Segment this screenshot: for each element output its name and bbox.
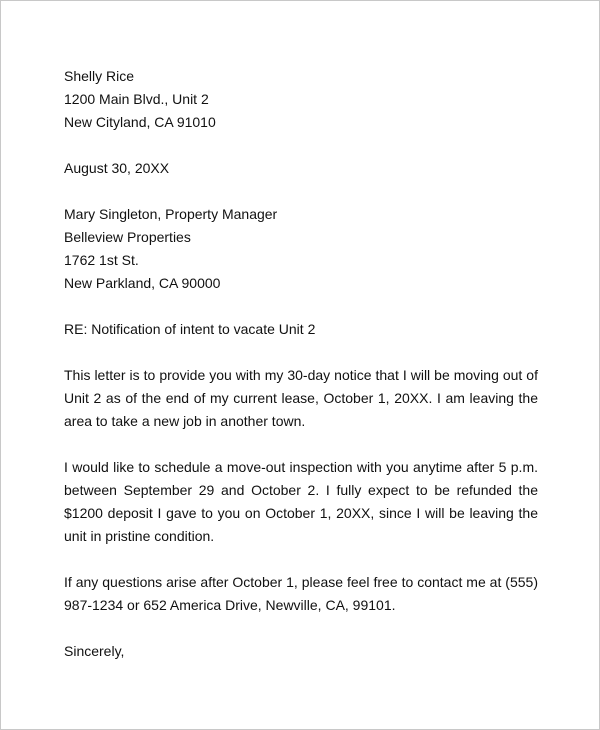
body-paragraph-1: This letter is to provide you with my 30-day notice that I will be moving out of Unit 2 as of the end of my current lease, October 1, 20XX. I am leaving the area to take a new job in another town.: [64, 367, 538, 429]
recipient-company: Belleview Properties: [64, 229, 191, 245]
body-paragraph-2: I would like to schedule a move-out inspection with you anytime after 5 p.m. between September 29 and October 2. I fully expect to be refunded the $1200 deposit I gave to you on October 1, 20XX, since I will be leaving the unit in pristine condition.: [64, 459, 538, 544]
sender-city-line: New Cityland, CA 91010: [64, 114, 216, 130]
recipient-name-title: Mary Singleton, Property Manager: [64, 206, 278, 222]
body-paragraph-3: If any questions arise after October 1, please feel free to contact me at (555) 987-1234 or 652 America Drive, Newville, CA, 99101.: [64, 574, 538, 613]
spacer: [64, 548, 538, 571]
spacer: [64, 180, 538, 203]
sender-name: Shelly Rice: [64, 68, 135, 84]
closing: Sincerely,: [64, 643, 125, 659]
spacer: [64, 617, 538, 640]
sender-street: 1200 Main Blvd., Unit 2: [64, 91, 209, 107]
recipient-city-line: New Parkland, CA 90000: [64, 275, 221, 291]
spacer: [64, 341, 538, 364]
sender-address: [64, 65, 538, 134]
subject-line: RE: Notification of intent to vacate Unit 2: [64, 321, 316, 337]
spacer: [64, 295, 538, 318]
spacer: [64, 134, 538, 157]
spacer: [64, 433, 538, 456]
letter-date: August 30, 20XX: [64, 160, 170, 176]
letter-body: [64, 65, 538, 663]
recipient-address: [64, 203, 538, 295]
recipient-street: 1762 1st St.: [64, 252, 139, 268]
